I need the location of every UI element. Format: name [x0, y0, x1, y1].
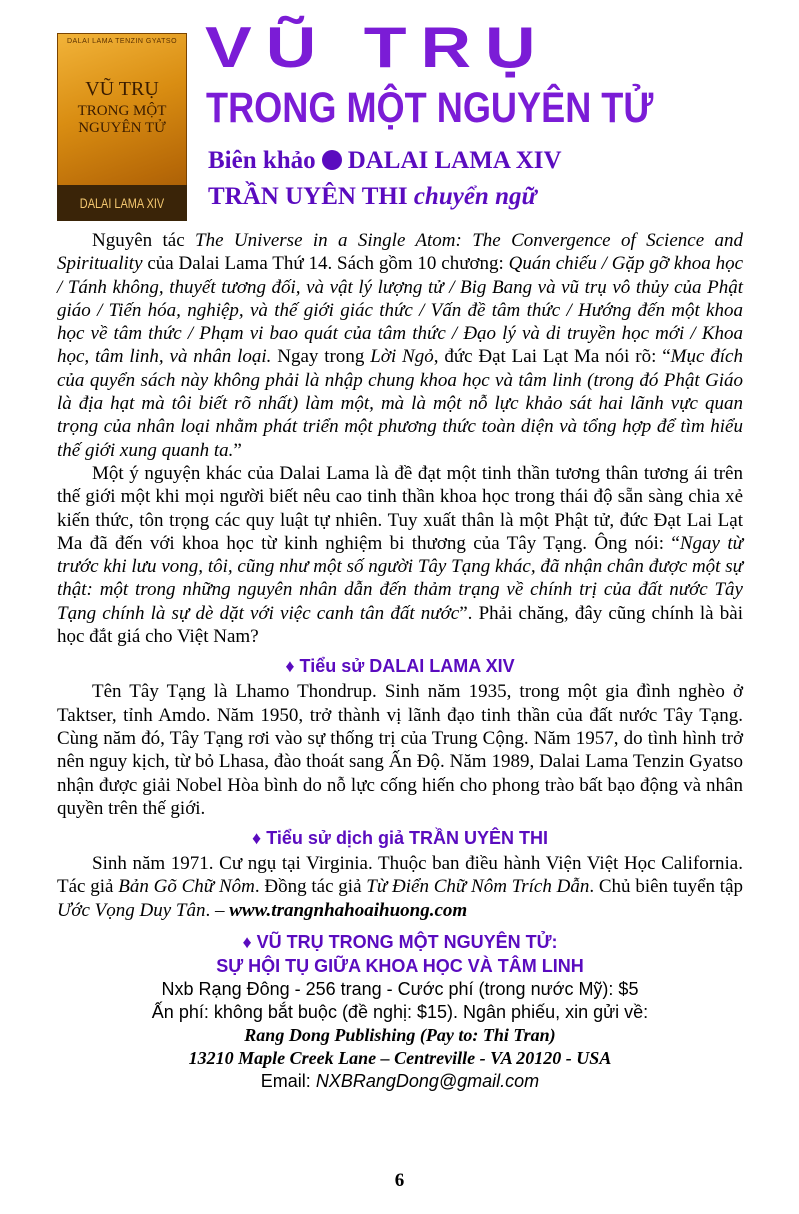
- page-title-line2: TRONG MỘT NGUYÊN TỬ: [206, 84, 654, 132]
- book-info: [57, 978, 743, 1093]
- cover-top-text: DALAI LAMA TENZIN GYATSO: [66, 38, 178, 45]
- book-info-line1: Nxb Rạng Đông - 256 trang - Cước phí (trong nước Mỹ): $5: [161, 979, 639, 1000]
- byline-prefix: Biên khảo: [208, 147, 316, 174]
- byline: [208, 147, 562, 175]
- bullet-dot-icon: [322, 150, 342, 170]
- email-link[interactable]: NXBRangDong@gmail.com: [315, 1071, 540, 1092]
- cover-title-line2: TRONG MỘT: [77, 103, 167, 119]
- address-line: 13210 Maple Creek Lane – Centreville - VA 20120 - USA: [188, 1048, 612, 1069]
- translator-line: [208, 183, 536, 211]
- email-line: Email: NXBRangDong@gmail.com: [260, 1071, 540, 1092]
- cover-title-line1: VŨ TRỤ: [85, 78, 159, 100]
- book-title-line2: SỰ HỘI TỤ GIỮA KHOA HỌC VÀ TÂM LINH: [216, 956, 584, 977]
- book-info-line2: Ấn phí: không bắt buộc (đề nghị: $15). Ngân phiếu, xin gửi về:: [151, 1002, 649, 1023]
- publisher-line: Rang Dong Publishing (Pay to: Thi Tran): [244, 1025, 556, 1046]
- cover-title-line3: NGUYÊN TỬ: [78, 120, 166, 136]
- paragraph-dalai-lama-bio: Tên Tây Tạng là Lhamo Thondrup. Sinh năm 1935, trong một gia đình nghèo ở Taktser, tỉnh Amdo. Năm 1950, trở thành vị lãnh đạo tinh thần của đất nước Tây Tạng. Cùng năm đó, Tây Tạng rơi vào sự thống trị của Trung Cộng. Năm 1957, do tình hình trở nên nguy kịch, từ bỏ Lhasa, đào thoát sang Ấn Độ. Năm 1989, Dalai Lama Tenzin Gyatso nhận được giải Nobel Hòa bình do nỗ lực cống hiến cho phong trào bất bạo động và nhân quyền trên thế giới.: [57, 681, 743, 819]
- website-link[interactable]: www.trangnhahoaihuong.com: [229, 899, 468, 921]
- translator-role: chuyển ngữ: [413, 183, 537, 210]
- section-title-translator: ♦ Tiểu sử dịch giả TRẦN UYÊN THI: [252, 828, 548, 849]
- paragraph-second: Một ý nguyện khác của Dalai Lama là đề đạt một tinh thần tương thân tương ái trên thế giới một khi mọi người biết nêu cao tinh thần khoa học trong thái độ sẵn sàng chia xẻ kiến thức, tôn trọng các quy luật tự nhiên. Tuy xuất thân là một Phật tử, đức Đạt Lai Lạt Ma đã đến với khoa học từ kinh nghiệm bi thương của Tây Tạng. Ông nói: “Ngay từ trước khi lưu vong, tôi, cũng như một số người Tây Tạng khác, đã nhận chân được một sự thật: một trong những nguyên nhân dẫn đến thảm trạng về chính trị của đất nước Tây Tạng chính là sự dè dặt với việc canh tân đất nước”. Phải chăng, đây cũng chính là bài học đắt giá cho Việt Nam?: [57, 462, 743, 648]
- page-title-line1: VŨ TRỤ: [205, 15, 550, 80]
- book-title-line1: ♦ VŨ TRỤ TRONG MỘT NGUYÊN TỬ:: [242, 932, 558, 953]
- article-body: [57, 229, 743, 1093]
- paragraph-intro: Nguyên tác The Universe in a Single Atom: The Convergence of Science and Spirituality của Dalai Lama Thứ 14. Sách gồm 10 chương: Quán chiếu / Gặp gỡ khoa học / Tánh không, thuyết tương đối, và vật lý lượng tử / Big Bang và vũ trụ vô thủy của Phật giáo / Tiến hóa, nghiệp, và thế giới giác thức / Vấn đề tâm thức / Hướng đến một khoa học về tâm thức / Phạm vi bao quát của tâm thức / Đạo lý và di truyền học mới / Khoa học, tâm linh, và nhân loại. Ngay trong Lời Ngỏ, đức Đạt Lai Lạt Ma nói rõ: “Mục đích của quyển sách này không phải là nhập chung khoa học và tâm linh (trong đó Phật Giáo là địa hạt mà tôi biết rõ nhất) làm một, mà là một nỗ lực khảo sát hai lãnh vực quan trọng của nhân loại nhằm phát triển một phương thức toàn diện và tổng hợp để tìm hiểu thế giới xung quanh ta.”: [57, 230, 744, 461]
- book-title: [57, 930, 743, 978]
- page-number: 6: [394, 1170, 405, 1191]
- translator-name: TRẦN UYÊN THI: [208, 183, 408, 210]
- paragraph-translator-bio: Sinh năm 1971. Cư ngụ tại Virginia. Thuộc ban điều hành Viện Việt Học California. Tác giả Bản Gõ Chữ Nôm. Đồng tác giả Từ Điển Chữ Nôm Trích Dẫn. Chủ biên tuyển tập Ước Vọng Duy Tân. – www.trangnhahoaihuong.com: [57, 853, 744, 921]
- byline-author: DALAI LAMA XIV: [347, 147, 562, 174]
- cover-author-bar: [57, 185, 187, 221]
- section-title-dalai-lama: ♦ Tiểu sử DALAI LAMA XIV: [285, 656, 515, 677]
- book-cover-image: [57, 33, 187, 221]
- cover-author: DALAI LAMA XIV: [79, 195, 165, 211]
